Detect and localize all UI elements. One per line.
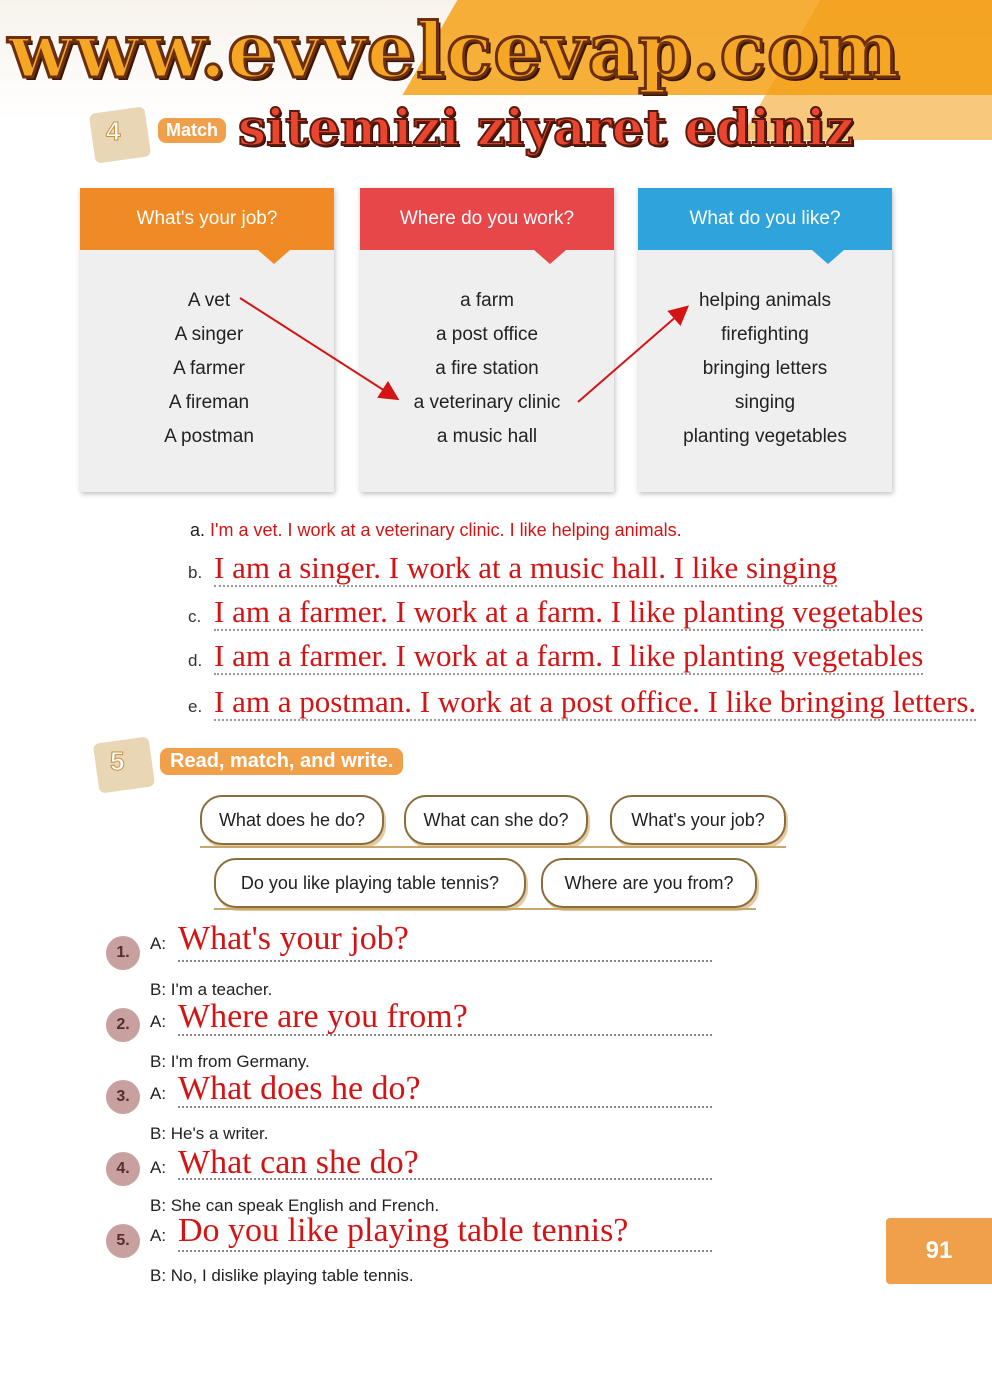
example-text: I'm a vet. I work at a veterinary clinic. I like helping animals. xyxy=(210,520,682,540)
answer-text: I am a farmer. I work at a farm. I like planting vegetables xyxy=(214,638,924,673)
dialogue-4-a xyxy=(150,1144,419,1182)
dialogue-1-b: B: I'm a teacher. xyxy=(150,980,273,999)
answer-row-c xyxy=(188,594,923,630)
a-label: A: xyxy=(150,1226,167,1245)
option-where-are-you-from: Where are you from? xyxy=(541,858,757,908)
list-item: a farm xyxy=(460,290,514,311)
list-item: A postman xyxy=(164,426,254,447)
options-divider xyxy=(214,908,756,910)
answer-dotted-line xyxy=(178,1178,712,1180)
answer-label: e. xyxy=(188,697,203,716)
answer-dotted-line xyxy=(178,960,712,962)
list-item: planting vegetables xyxy=(683,426,847,447)
match-arrows xyxy=(0,0,992,520)
dialogue-4-b: B: She can speak English and French. xyxy=(150,1196,440,1215)
match-arrow-vet-clinic xyxy=(240,298,396,398)
a-answer: What can she do? xyxy=(178,1144,419,1181)
answer-dotted-line xyxy=(178,1034,712,1036)
list-item: A fireman xyxy=(168,392,250,413)
list-item: A farmer xyxy=(173,358,245,379)
answer-label: b. xyxy=(188,563,203,582)
dialogue-number-badge: 4. xyxy=(106,1152,140,1186)
dialogue-2-b: B: I'm from Germany. xyxy=(150,1052,310,1071)
answer-label: d. xyxy=(188,651,203,670)
section5-title: Read, match, and write. xyxy=(160,748,403,775)
answer-dotted-line xyxy=(178,1106,712,1108)
card-work-heading: Where do you work? xyxy=(360,188,614,250)
page-number: 91 xyxy=(886,1218,992,1284)
list-item: helping animals xyxy=(698,290,832,311)
list-item: bringing letters xyxy=(702,358,828,379)
dialogue-number-badge: 2. xyxy=(106,1008,140,1042)
list-item: a music hall xyxy=(436,426,538,447)
watermark-visit-text: sitemizi ziyaret ediniz xyxy=(238,98,854,157)
list-item: a veterinary clinic xyxy=(413,392,561,413)
a-answer: What does he do? xyxy=(178,1070,421,1107)
example-sentence xyxy=(190,520,682,541)
watermark-url[interactable]: www.evvelcevap.com xyxy=(8,6,900,95)
list-item: a fire station xyxy=(435,358,539,379)
answer-text: I am a postman. I work at a post office. I like bringing letters. xyxy=(214,684,977,719)
dialogue-number-badge: 5. xyxy=(106,1224,140,1258)
option-do-you-like-table-tennis: Do you like playing table tennis? xyxy=(214,858,526,908)
a-answer: Do you like playing table tennis? xyxy=(178,1212,629,1249)
option-what-can-she-do: What can she do? xyxy=(404,795,588,845)
dialogue-5-b: B: No, I dislike playing table tennis. xyxy=(150,1266,414,1285)
a-label: A: xyxy=(150,1158,167,1177)
dialogue-2-a xyxy=(150,998,468,1036)
answer-text: I am a singer. I work at a music hall. I like singing xyxy=(214,550,838,585)
card-job-heading: What's your job? xyxy=(80,188,334,250)
list-item: a post office xyxy=(435,324,539,345)
answer-row-e xyxy=(188,684,976,720)
dialogue-5-a xyxy=(150,1212,628,1250)
list-item: firefighting xyxy=(721,324,809,345)
a-answer: What's your job? xyxy=(178,920,409,957)
list-item: A vet xyxy=(187,290,231,311)
a-label: A: xyxy=(150,1084,167,1103)
a-label: A: xyxy=(150,1012,167,1031)
answer-dotted-line xyxy=(178,1250,712,1252)
dialogue-1-a xyxy=(150,920,409,958)
answer-text: I am a farmer. I work at a farm. I like planting vegetables xyxy=(214,594,924,629)
match-arrow-clinic-animals xyxy=(578,308,686,402)
section4-number: 4 xyxy=(106,116,121,146)
a-answer: Where are you from? xyxy=(178,998,468,1035)
dialogue-number-badge: 1. xyxy=(106,936,140,970)
list-item: singing xyxy=(734,392,796,413)
answer-label: c. xyxy=(188,607,202,626)
example-label: a. xyxy=(190,520,206,540)
dialogue-3-b: B: He's a writer. xyxy=(150,1124,269,1143)
card-like-heading: What do you like? xyxy=(638,188,892,250)
dialogue-number-badge: 3. xyxy=(106,1080,140,1114)
dialogue-3-a xyxy=(150,1070,421,1108)
a-label: A: xyxy=(150,934,167,953)
section5-number: 5 xyxy=(110,746,125,776)
option-whats-your-job: What's your job? xyxy=(610,795,786,845)
answer-row-d xyxy=(188,638,923,674)
list-item: A singer xyxy=(174,324,244,345)
answer-row-b xyxy=(188,550,837,586)
options-divider xyxy=(200,846,786,848)
option-what-does-he-do: What does he do? xyxy=(200,795,384,845)
section4-title: Match xyxy=(158,118,226,143)
